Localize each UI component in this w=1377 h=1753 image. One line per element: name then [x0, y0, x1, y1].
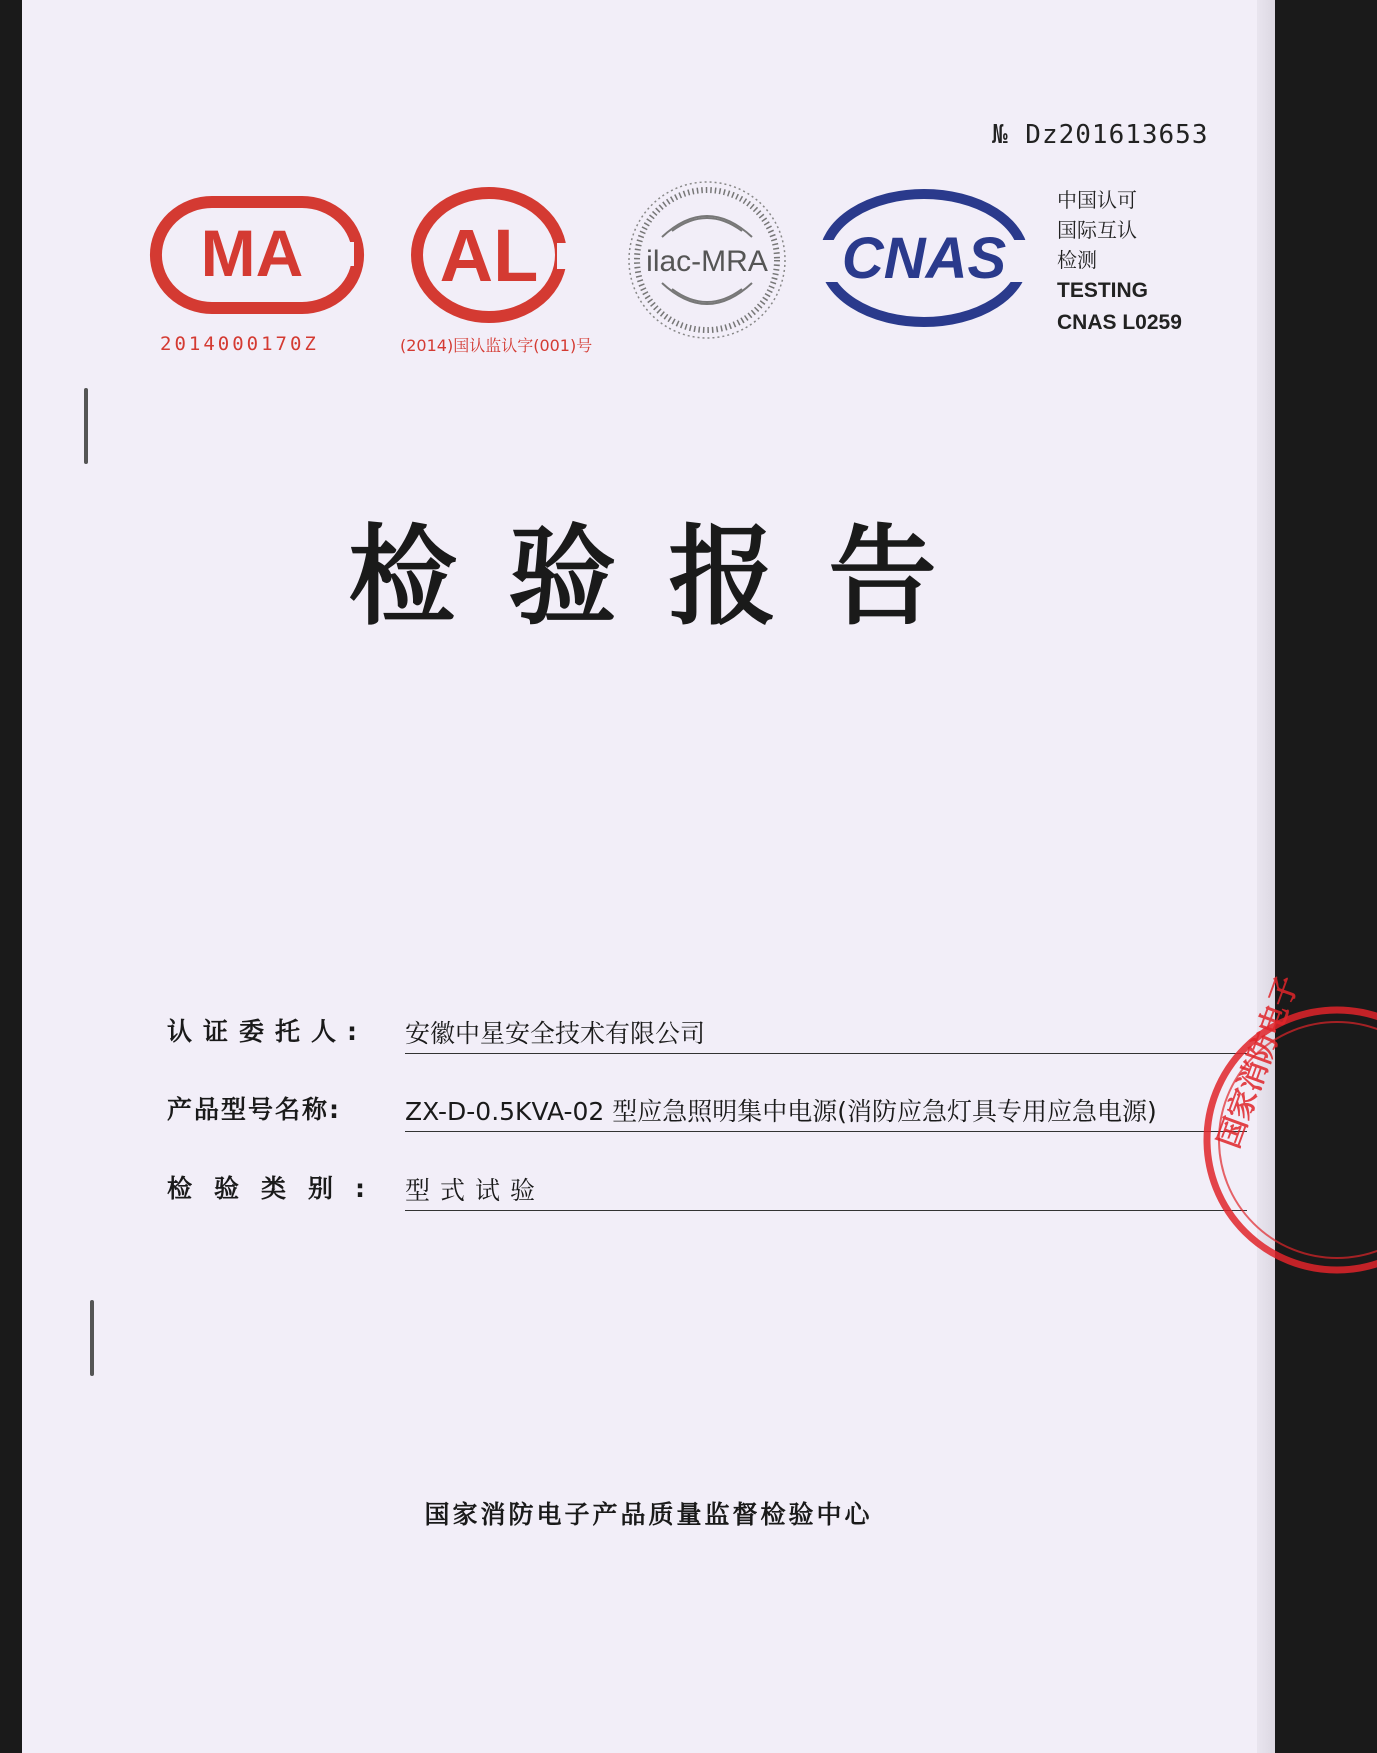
- client-underline: [405, 1053, 1247, 1054]
- cnas-line-4: TESTING: [1057, 279, 1149, 302]
- cal-logo-caption: (2014)国认监认字(001)号: [400, 336, 593, 355]
- staple-bottom: [90, 1300, 94, 1376]
- report-cover-page: [22, 0, 1307, 1753]
- svg-text:MA: MA: [200, 216, 304, 290]
- svg-text:CNAS: CNAS: [841, 226, 1007, 291]
- page-edge: [1257, 0, 1275, 1753]
- product-field: [167, 1088, 1247, 1138]
- svg-text:国家消防电子: 国家消防电子: [1211, 971, 1307, 1153]
- inspection-type-underline: [405, 1210, 1247, 1211]
- cnas-logo: [812, 188, 1037, 328]
- cnas-line-3: 检测: [1057, 248, 1097, 272]
- inspection-type-field: [167, 1167, 1247, 1217]
- cma-logo: [152, 190, 352, 320]
- staple-top: [84, 388, 88, 464]
- page-title: 检验报告: [348, 515, 989, 640]
- svg-text:AL: AL: [439, 214, 539, 297]
- product-value: ZX-D-0.5KVA-02 型应急照明集中电源(消防应急灯具专用应急电源): [405, 1097, 1157, 1126]
- ilac-mra-logo: [622, 175, 792, 345]
- product-label: 产品型号名称:: [167, 1095, 341, 1124]
- cnas-line-1: 中国认可: [1057, 188, 1137, 212]
- inspection-type-value: 型式试验: [405, 1176, 546, 1205]
- cnas-line-2: 国际互认: [1057, 218, 1137, 242]
- official-seal-stamp: [1197, 971, 1377, 1280]
- issuing-organization: 国家消防电子产品质量监督检验中心: [424, 1500, 873, 1529]
- cnas-accreditation-info: [1057, 185, 1182, 339]
- client-field: [167, 1010, 1247, 1060]
- product-underline: [405, 1131, 1247, 1132]
- svg-text:ilac-MRA: ilac-MRA: [646, 245, 768, 278]
- client-value: 安徽中星安全技术有限公司: [405, 1019, 706, 1048]
- client-label: 认证委托人:: [167, 1017, 368, 1046]
- cnas-line-5: CNAS L0259: [1057, 311, 1182, 334]
- report-number: № Dz201613653: [992, 120, 1209, 150]
- cal-logo: [407, 185, 582, 325]
- inspection-type-label: 检验类别:: [167, 1174, 387, 1203]
- cma-logo-caption: 2014000170Z: [160, 333, 319, 355]
